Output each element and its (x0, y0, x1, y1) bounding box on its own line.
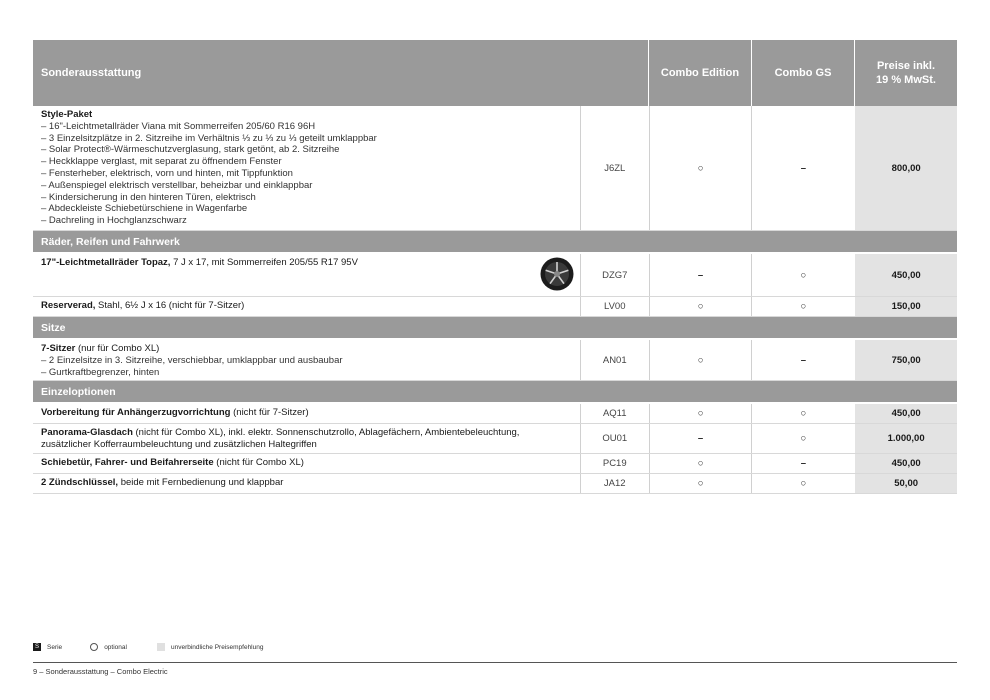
row-price: 800,00 (854, 106, 957, 230)
list-item: – 2 Einzelsitze in 3. Sitzreihe, verschiebbar, umklappbar und ausbaubar (41, 354, 343, 366)
table-row-glasdach (33, 424, 957, 454)
table-header (33, 40, 957, 106)
table-row-schiebetuer (33, 454, 957, 474)
legend (33, 643, 263, 651)
price-square-icon (157, 643, 165, 651)
row-desc (33, 106, 580, 230)
row-combo-edition: ○ (649, 297, 752, 316)
table-row-schluessel (33, 474, 957, 494)
optional-circle-icon (90, 643, 98, 651)
row-text-line2: zusätzlicher Kofferraumbeleuchtung und zusätzlichen Haltegriffen (41, 438, 317, 450)
row-price: 450,00 (854, 454, 957, 473)
row-combo-gs: ○ (751, 474, 854, 493)
row-price: 50,00 (854, 474, 957, 493)
wheel-image (540, 257, 574, 291)
table-row-anhaenger (33, 404, 957, 424)
list-item: – Außenspiegel elektrisch verstellbar, beheizbar und einklappbar (41, 179, 313, 191)
row-price: 1.000,00 (854, 424, 957, 453)
list-item: – Heckklappe verglast, mit separat zu öffnendem Fenster (41, 156, 282, 168)
row-desc (33, 297, 580, 316)
section-raeder: Räder, Reifen und Fahrwerk (33, 231, 957, 254)
row-text: (nur für Combo XL) (75, 343, 160, 354)
row-title: 17"-Leichtmetallräder Topaz, (41, 257, 171, 268)
row-text: beide mit Fernbedienung und klappbar (118, 477, 284, 488)
list-item: – Kindersicherung in den hinteren Türen, elektrisch (41, 191, 256, 203)
header-combo-edition: Combo Edition (649, 40, 752, 106)
row-code: AN01 (580, 340, 649, 380)
row-code: PC19 (580, 454, 649, 473)
row-title: 2 Zündschlüssel, (41, 477, 119, 488)
header-price-line2: 19 % MwSt. (876, 74, 936, 86)
row-combo-gs: ○ (751, 297, 854, 316)
row-combo-edition: ○ (649, 404, 752, 423)
header-price (855, 40, 957, 106)
row-desc (33, 340, 580, 380)
header-combo-gs: Combo GS (752, 40, 855, 106)
row-code: DZG7 (580, 254, 649, 296)
row-desc (33, 254, 580, 296)
legend-preis: unverbindliche Preisempfehlung (170, 643, 264, 651)
footer-divider (33, 662, 957, 663)
row-combo-edition: ○ (649, 454, 752, 473)
row-combo-gs: – (751, 340, 854, 380)
list-item: – Abdeckleiste Schiebetürschiene in Wagenfarbe (41, 203, 248, 215)
table-row-7-sitzer (33, 340, 957, 381)
page-footer: 9 – Sonderausstattung – Combo Electric (33, 667, 168, 676)
row-code: OU01 (580, 424, 649, 453)
row-title: Style-Paket (41, 109, 93, 120)
row-desc (33, 474, 580, 493)
section-einzeloptionen: Einzeloptionen (33, 381, 957, 404)
row-combo-gs: ○ (751, 254, 854, 296)
row-price: 750,00 (854, 340, 957, 380)
row-combo-gs: ○ (751, 404, 854, 423)
row-desc (33, 454, 580, 473)
table-row-topaz (33, 254, 957, 297)
list-item: – Solar Protect®-Wärmeschutzverglasung, stark getönt, ab 2. Sitzreihe (41, 144, 340, 156)
row-text: (nicht für 7-Sitzer) (230, 407, 309, 418)
row-title: 7-Sitzer (41, 343, 76, 354)
legend-optional: optional (104, 643, 127, 651)
row-title: Vorbereitung für Anhängerzugvorrichtung (41, 407, 231, 418)
row-text: 7 J x 17, mit Sommerreifen 205/55 R17 95V (170, 257, 358, 268)
row-code: J6ZL (580, 106, 649, 230)
list-item: – Dachreling in Hochglanzschwarz (41, 215, 187, 227)
row-combo-edition: ○ (649, 106, 752, 230)
row-code: AQ11 (580, 404, 649, 423)
row-text: (nicht für Combo XL) (213, 457, 304, 468)
row-title: Schiebetür, Fahrer- und Beifahrerseite (41, 457, 214, 468)
section-sitze: Sitze (33, 317, 957, 340)
list-item: – Fensterheber, elektrisch, vorn und hinten, mit Tippfunktion (41, 167, 293, 179)
list-item: – 3 Einzelsitzplätze in 2. Sitzreihe im Verhältnis ⅓ zu ⅓ zu ⅓ geteilt umklappbar (41, 132, 377, 144)
table-row-reserverad (33, 297, 957, 317)
row-desc (33, 404, 580, 423)
row-price: 150,00 (854, 297, 957, 316)
row-text: Stahl, 6½ J x 16 (nicht für 7-Sitzer) (95, 300, 245, 311)
table-row-style-paket (33, 106, 957, 231)
list-item: – 16"-Leichtmetallräder Viana mit Sommerreifen 205/60 R16 96H (41, 120, 316, 132)
row-combo-gs: – (751, 454, 854, 473)
row-text: (nicht für Combo XL), inkl. elektr. Sonnenschutzrollo, Ablagefächern, Ambientebeleuchtung, (132, 427, 520, 438)
row-combo-gs: – (751, 106, 854, 230)
header-price-line1: Preise inkl. (876, 60, 936, 72)
row-combo-gs: ○ (751, 424, 854, 453)
serie-mark: S (34, 644, 39, 650)
list-item: – Gurtkraftbegrenzer, hinten (41, 366, 160, 378)
equipment-table (33, 40, 957, 494)
row-price: 450,00 (854, 254, 957, 296)
header-desc: Sonderausstattung (33, 40, 649, 106)
row-code: LV00 (580, 297, 649, 316)
row-combo-edition: – (649, 424, 752, 453)
row-desc (33, 424, 580, 453)
row-combo-edition: ○ (649, 340, 752, 380)
row-title: Panorama-Glasdach (41, 427, 133, 438)
row-combo-edition: – (649, 254, 752, 296)
legend-serie: Serie (47, 643, 63, 651)
row-price: 450,00 (854, 404, 957, 423)
row-combo-edition: ○ (649, 474, 752, 493)
row-code: JA12 (580, 474, 649, 493)
row-title: Reserverad, (41, 300, 96, 311)
